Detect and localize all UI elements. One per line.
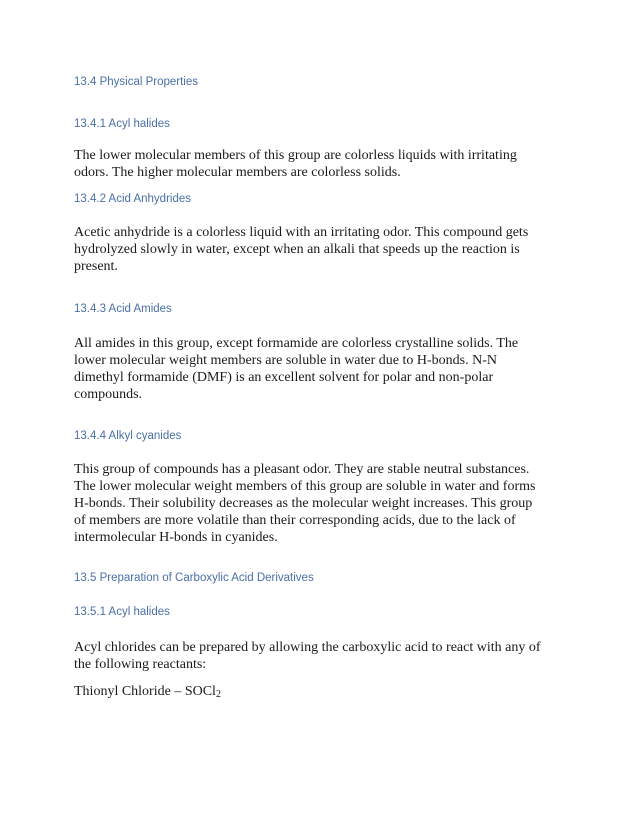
reactant-label: Thionyl Chloride – SOCl <box>74 684 216 699</box>
heading-acid-anhydrides: 13.4.2 Acid Anhydrides <box>74 193 191 205</box>
heading-alkyl-cyanides: 13.4.4 Alkyl cyanides <box>74 430 182 442</box>
heading-preparation: 13.5 Preparation of Carboxylic Acid Derivatives <box>74 572 314 584</box>
heading-acyl-halides-preparation: 13.5.1 Acyl halides <box>74 606 170 618</box>
text-line: The lower molecular weight members of this group are soluble in water and forms <box>74 479 536 494</box>
paragraph-acyl-halides-properties <box>74 147 564 181</box>
reactant-line <box>74 683 564 700</box>
text-line: This group of compounds has a pleasant odor. They are stable neutral substances. <box>74 462 530 477</box>
text-line: Acetic anhydride is a colorless liquid with an irritating odor. This compound gets <box>74 225 529 240</box>
text-line: dimethyl formamide (DMF) is an excellent solvent for polar and non-polar <box>74 370 494 385</box>
paragraph-acyl-halides-preparation <box>74 639 564 673</box>
text-line: All amides in this group, except formamide are colorless crystalline solids. The <box>74 336 519 351</box>
text-line: lower molecular weight members are soluble in water due to H-bonds. N-N <box>74 353 497 368</box>
text-line: the following reactants: <box>74 657 207 672</box>
paragraph-alkyl-cyanides <box>74 461 564 546</box>
heading-acyl-halides-properties: 13.4.1 Acyl halides <box>74 118 170 130</box>
text-line: odors. The higher molecular members are colorless solids. <box>74 165 401 180</box>
reactant-subscript: 2 <box>215 689 221 700</box>
text-line: compounds. <box>74 387 143 402</box>
text-line: present. <box>74 259 118 274</box>
heading-physical-properties: 13.4 Physical Properties <box>74 76 199 88</box>
text-line: The lower molecular members of this group are colorless liquids with irritating <box>74 148 517 163</box>
text-line: intermolecular H-bonds in cyanides. <box>74 530 278 545</box>
text-line: hydrolyzed slowly in water, except when an alkali that speeds up the reaction is <box>74 242 520 257</box>
text-line: of members are more volatile than their corresponding acids, due to the lack of <box>74 513 516 528</box>
paragraph-acid-amides <box>74 335 564 403</box>
reactant-thionyl-chloride <box>74 683 564 700</box>
paragraph-acid-anhydrides <box>74 224 564 275</box>
heading-acid-amides: 13.4.3 Acid Amides <box>74 303 172 315</box>
text-line: H-bonds. Their solubility decreases as the molecular weight increases. This group <box>74 496 533 511</box>
text-line: Acyl chlorides can be prepared by allowing the carboxylic acid to react with any of <box>74 640 541 655</box>
